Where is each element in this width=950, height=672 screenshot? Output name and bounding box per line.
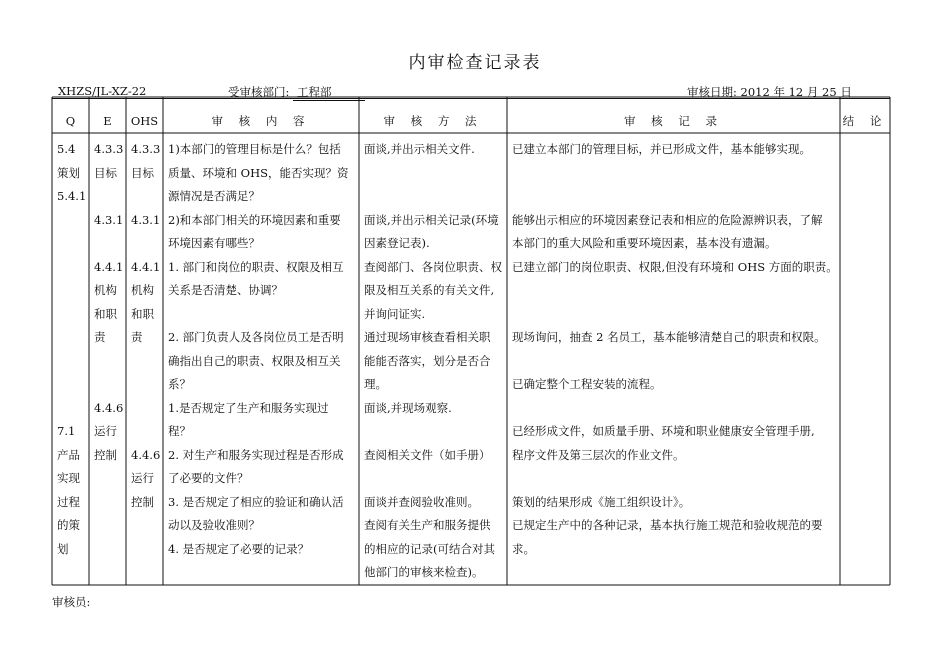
content-cell-line: 系？	[168, 377, 191, 391]
q-cell-line: 策划	[57, 165, 80, 180]
e-cell-line: 机构	[94, 283, 117, 297]
method-cell-line: 面谈,并出示相关文件.	[364, 142, 475, 156]
date-label: 审核日期:	[687, 85, 737, 99]
content-cell-line: 4. 是否规定了必要的记录？	[168, 541, 310, 556]
content-cell-line: 关系是否清楚、协调？	[168, 283, 283, 297]
content-cell-line: 源情况是否满足？	[168, 189, 260, 203]
method-cell-line: 面谈并查阅验收准则。	[364, 494, 479, 509]
content-cell-line: 环境因素有哪些？	[168, 236, 260, 250]
content-cell-line: 了必要的文件？	[168, 471, 249, 485]
ohs-cell-line: 目标	[131, 165, 154, 180]
e-cell-line: 4.4.1	[94, 259, 124, 274]
content-cell-line: 2)和本部门相关的环境因素和重要	[168, 212, 341, 227]
auditor-signature-line: 审核员:	[52, 595, 91, 609]
method-cell-line: 因素登记表).	[364, 236, 430, 250]
record-cell-line: 已建立部门的岗位职责、权限,但没有环境和 OHS 方面的职责。	[512, 259, 838, 274]
method-cell-line: 并询问证实.	[364, 306, 426, 321]
e-cell-line: 4.3.3	[94, 142, 124, 156]
ohs-cell-line: 4.3.3	[131, 142, 161, 156]
header-conclusion: 结 论	[842, 114, 888, 128]
e-cell-line: 4.3.1	[94, 212, 124, 227]
ohs-cell-line: 和职	[131, 306, 154, 321]
e-cell-line: 运行	[94, 424, 117, 438]
content-cell-line: 2. 对生产和服务实现过程是否形成	[168, 447, 344, 462]
record-cell-line: 程序文件及第三层次的作业文件。	[512, 447, 685, 462]
q-cell-line: 7.1	[57, 424, 76, 438]
content-cell-line: 1. 部门和岗位的职责、权限及相互	[168, 259, 344, 274]
document-title: 内审检查记录表	[408, 53, 542, 73]
q-cell-line: 5.4.1	[57, 189, 87, 203]
q-cell-line: 实现	[57, 471, 80, 485]
content-cell-line: 3. 是否规定了相应的验证和确认活	[168, 494, 344, 509]
e-cell-line: 和职	[94, 306, 117, 321]
method-cell-line: 查阅部门、各岗位职责、权	[364, 259, 502, 274]
method-cell-line: 理。	[364, 377, 387, 391]
header-ohs: OHS	[130, 114, 159, 128]
method-cell-line: 的相应的记录(可结合对其	[364, 541, 495, 556]
record-cell-line: 已规定生产中的各种记录，基本执行施工规范和验收规范的要	[512, 518, 823, 532]
header-content: 审 核 内 容	[211, 114, 311, 128]
header-record: 审 核 记 录	[624, 114, 723, 128]
method-cell-line: 限及相互关系的有关文件,	[364, 283, 495, 297]
ohs-cell-line: 4.3.1	[131, 212, 161, 227]
ohs-cell-line: 4.4.6	[131, 447, 161, 462]
content-cell-line: 1.是否规定了生产和服务实现过	[168, 400, 329, 415]
e-cell-line: 目标	[94, 165, 117, 180]
form-code: XHZS/JL-XZ-22	[58, 84, 147, 98]
method-cell-line: 查阅有关生产和服务提供	[364, 518, 491, 532]
q-cell-line: 划	[57, 541, 69, 556]
content-cell-line: 程？	[168, 424, 191, 438]
q-cell-line: 产品	[57, 447, 80, 462]
content-cell-line: 2. 部门负责人及各岗位员工是否明	[168, 330, 344, 344]
e-cell-line: 控制	[94, 447, 117, 462]
content-cell-line: 确指出自己的职责、权限及相互关	[168, 353, 341, 368]
ohs-cell-line: 4.4.1	[131, 259, 161, 274]
method-cell-line: 能能否落实，划分是否合	[364, 353, 491, 368]
record-cell-line: 现场询问，抽查 2 名员工，基本能够清楚自己的职责和权限。	[512, 330, 826, 344]
record-cell-line: 能够出示相应的环境因素登记表和相应的危险源辨识表，了解	[512, 212, 823, 227]
ohs-cell-line: 运行	[131, 471, 154, 485]
method-cell-line: 他部门的审核来检查)。	[364, 565, 484, 579]
ohs-cell-line: 控制	[131, 494, 154, 509]
record-cell-line: 已建立本部门的管理目标，并已形成文件，基本能够实现。	[512, 142, 811, 156]
record-cell-line: 本部门的重大风险和重要环境因素，基本没有遗漏。	[512, 236, 777, 250]
method-cell-line: 面谈,并现场观察.	[364, 400, 452, 415]
ohs-cell-line: 机构	[131, 283, 154, 297]
record-cell-line: 已经形成文件，如质量手册、环境和职业健康安全管理手册,	[512, 424, 815, 438]
q-cell-line: 5.4	[57, 142, 76, 156]
header-e: E	[103, 114, 112, 128]
record-cell-line: 已确定整个工程安装的流程。	[512, 377, 662, 391]
e-cell-line: 责	[94, 330, 106, 344]
record-cell-line: 求。	[512, 541, 535, 556]
q-cell-line: 的策	[57, 518, 80, 532]
method-cell-line: 查阅相关文件（如手册）	[364, 447, 491, 462]
q-cell-line: 过程	[57, 494, 80, 509]
method-cell-line: 通过现场审核查看相关职	[364, 330, 491, 344]
content-cell-line: 1)本部门的管理目标是什么？包括	[168, 142, 341, 156]
e-cell-line: 4.4.6	[94, 400, 124, 415]
header-q: Q	[65, 114, 76, 128]
header-method: 审 核 方 法	[383, 114, 483, 128]
record-cell-line: 策划的结果形成《施工组织设计》。	[512, 494, 691, 509]
ohs-cell-line: 责	[131, 330, 143, 344]
dept-label: 受审核部门:	[228, 85, 290, 99]
content-cell-line: 动以及验收准则？	[168, 518, 260, 532]
dept-value: 工程部	[293, 84, 365, 101]
content-cell-line: 质量、环境和 OHS，能否实现？资	[168, 165, 349, 180]
date-value: 2012 年 12 月 25 日	[740, 85, 852, 99]
method-cell-line: 面谈,并出示相关记录(环境	[364, 212, 499, 227]
